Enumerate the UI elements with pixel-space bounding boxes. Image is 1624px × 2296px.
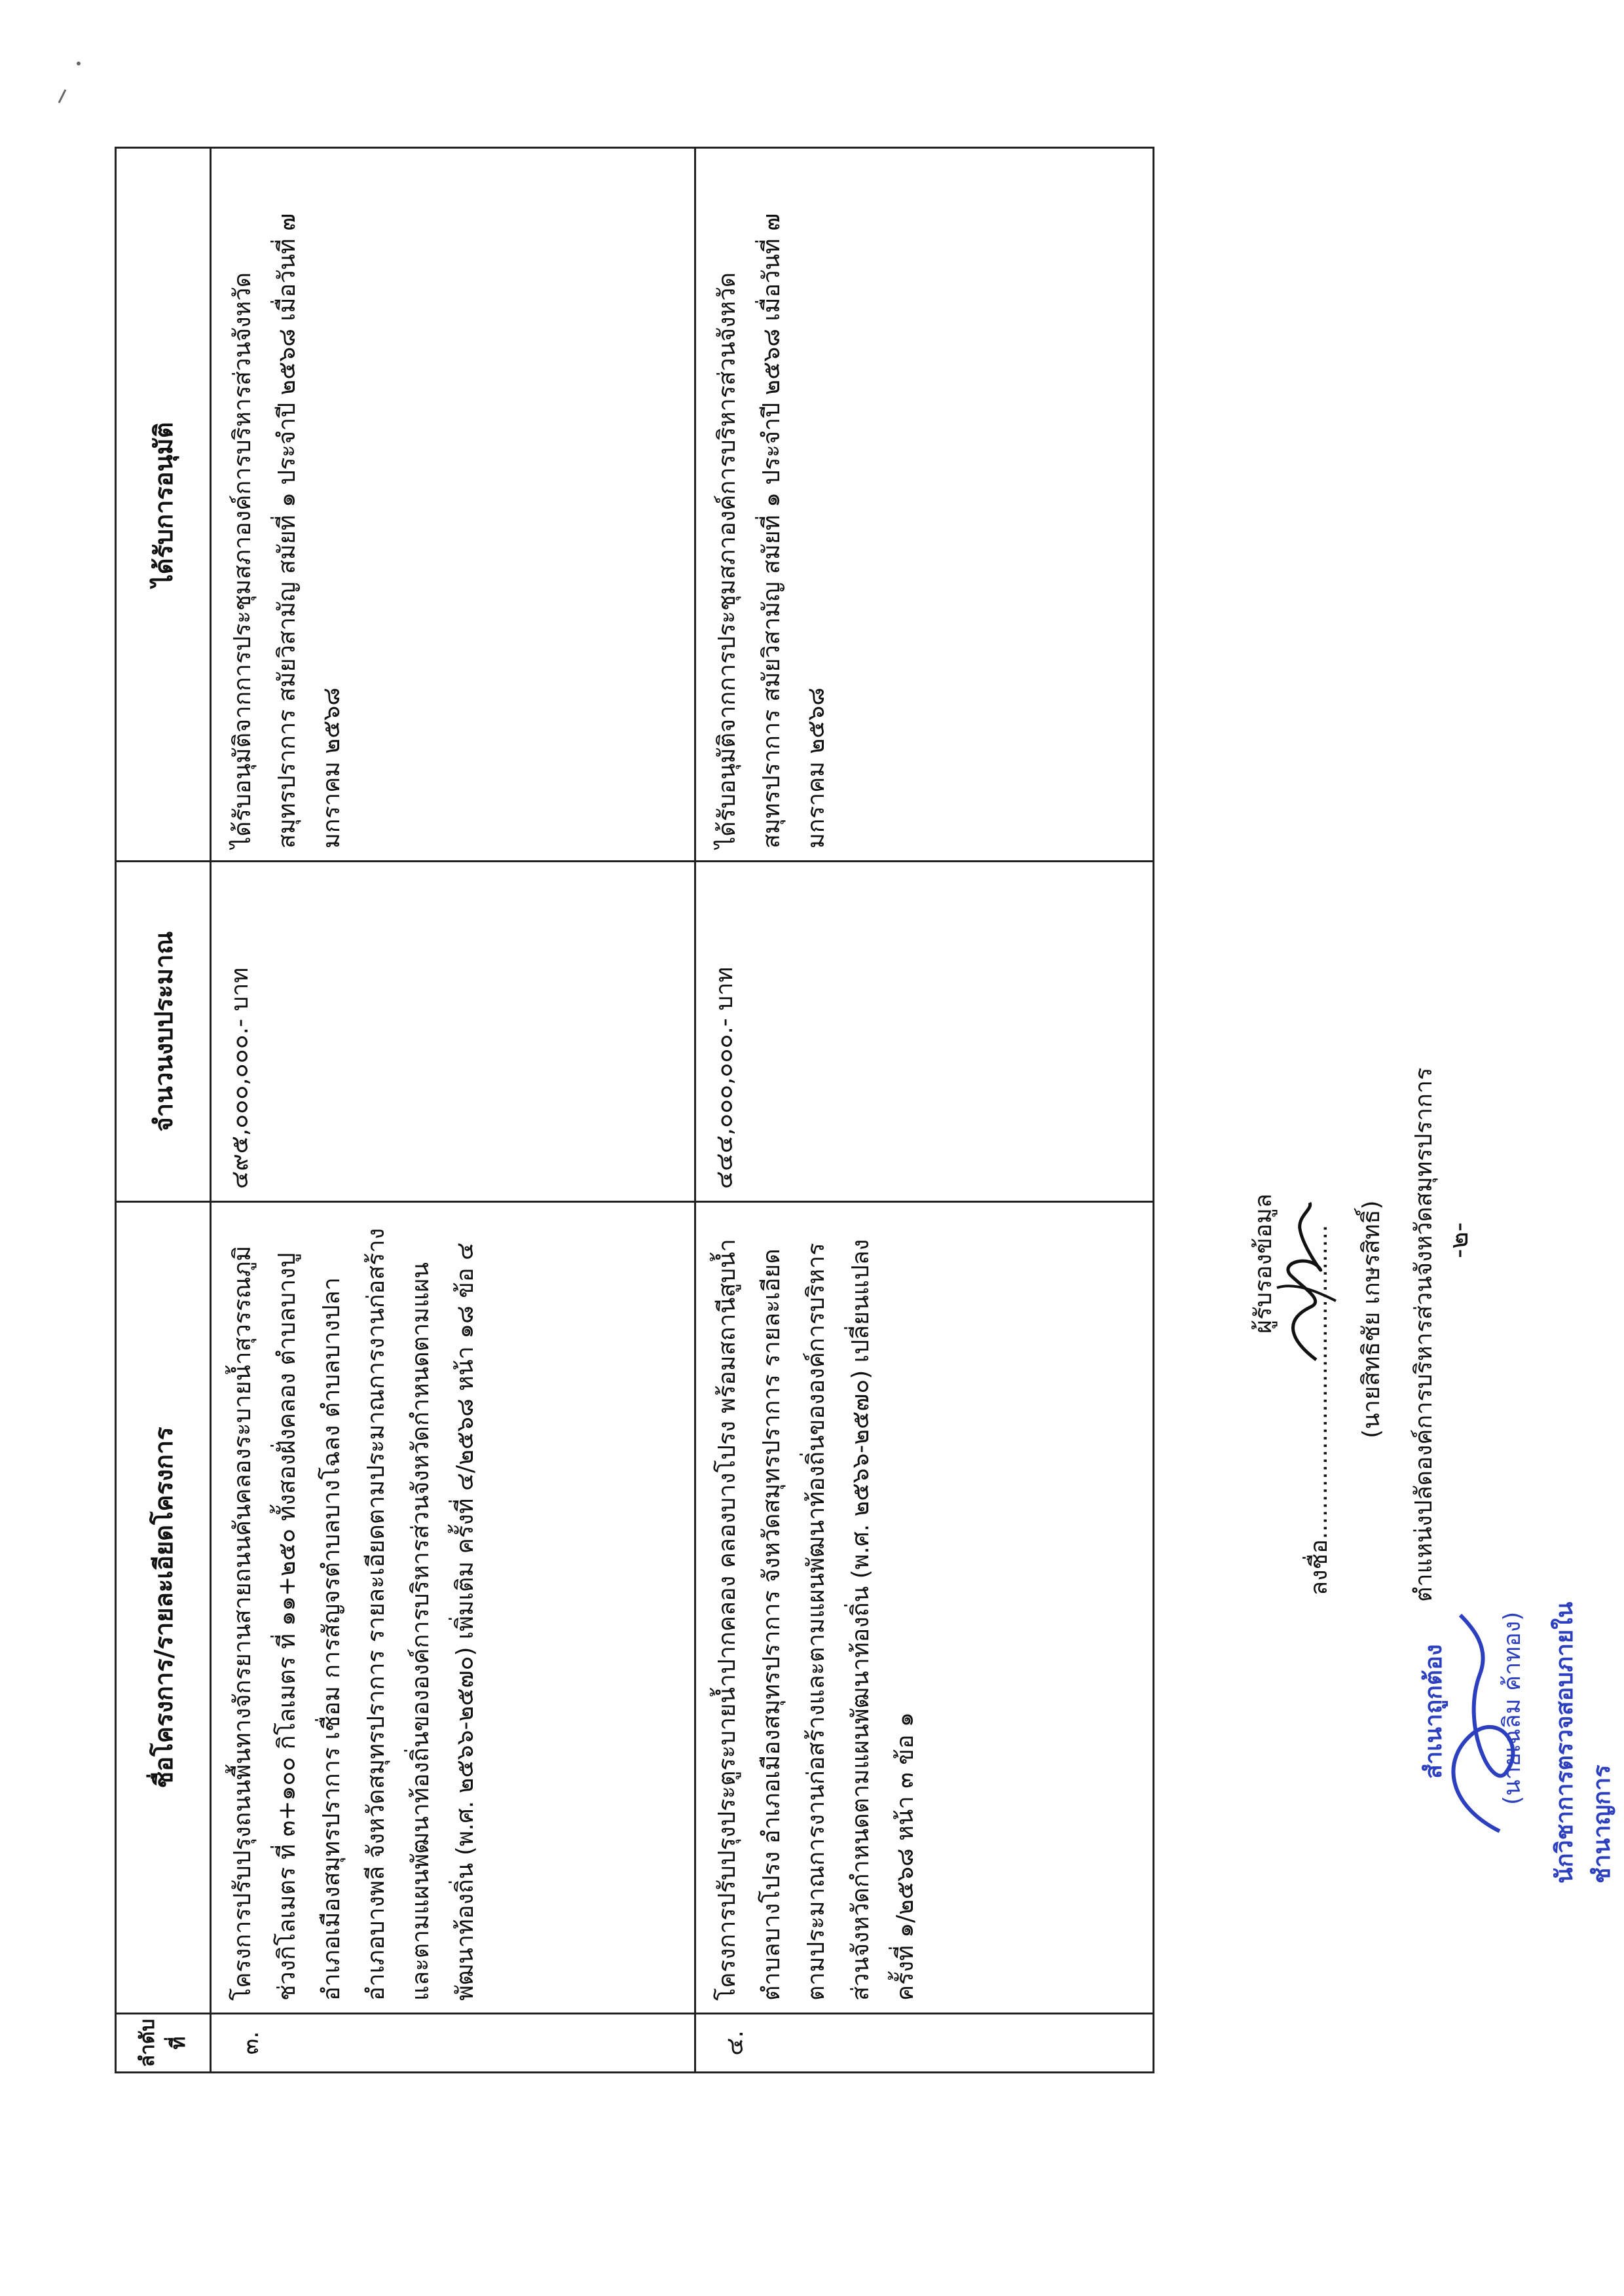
row-budget: ๔๔๔,๐๐๐,๐๐๐.- บาท [695, 862, 1154, 1202]
sign-dots: .......................................... [1306, 1224, 1333, 1540]
row-project-name: โครงการปรับปรุงถนนพื้นทางจักรยานสายถนนคันคลองระบายน้ำสุวรรณภูมิ ช่วงกิโลเมตร ที่ ๓+๑๐๐ กิโลเมตร ที่ ๑๑+๒๕๐ ทั้งสองฝั่งคลอง ตำบลบางปู อำเภอเมืองสมุทรปราการ เชื่อม การสัญจรตำบลบางโฉลง ตำบลบางปลา อำเภอบางพลี จังหวัดสมุทรปราการ รายละเอียดตามประมาณการงานก่อสร้าง และตามแผนพัฒนาท้องถิ่นขององค์การบริหารส่วนจังหวัดกำหนดตามแผนพัฒนาท้องถิ่น (พ.ศ. ๒๕๖๖-๒๕๗๐) เพิ่มเติม ครั้งที่ ๔/๒๕๖๘ หน้า ๑๘ ข้อ ๔ [211, 1202, 695, 2014]
row-project-name: โครงการปรับปรุงประตูระบายน้ำปากคลอง คลองบางโปรง พร้อมสถานีสูบน้ำ ตำบลบางโปรง อำเภอเมืองสมุทรปราการ จังหวัดสมุทรปราการ รายละเอียดตามประมาณการงานก่อสร้างและตามแผนพัฒนาท้องถิ่นขององค์การบริหารส่วนจังหวัดกำหนดตามแผนพัฒนาท้องถิ่น (พ.ศ. ๒๕๖๖-๒๕๗๐) เปลี่ยนแปลง ครั้งที่ ๑/๒๕๖๘ หน้า ๓ ข้อ ๑ [695, 1202, 1154, 2014]
row-budget: ๔๙๕,๐๐๐,๐๐๐.- บาท [211, 862, 695, 1202]
stamp-text-certified: สำเนาถูกต้อง [1420, 1644, 1447, 1779]
sign-label: ลงชื่อ [1306, 1539, 1333, 1595]
certifier-position: ตำแหน่งปลัดองค์การบริหารส่วนจังหวัดสมุทรปราการ [1411, 1067, 1437, 1602]
scan-marks [52, 31, 105, 109]
certified-copy-stamp [1414, 1530, 1615, 2119]
header-seq: ลำดับที่ [116, 2014, 211, 2073]
table-row [695, 148, 1154, 2073]
row-seq: ๓. [211, 2014, 695, 2073]
certifier-label: ผู้รับรองข้อมูล [1250, 1194, 1277, 1334]
row-seq: ๔. [695, 2014, 1154, 2073]
header-project-name: ชื่อโครงการ/รายละเอียดโครงการ [116, 1202, 211, 2014]
table-row [211, 148, 695, 2073]
page-number: -๒- [1444, 1222, 1474, 1258]
stamp-text-position: นักวิชาการตรวจสอบภายในชำนาญการ [1551, 1601, 1615, 1884]
stamp-text-name: (นายเฉลิม ค้าทอง) [1499, 1611, 1526, 1805]
certifier-signature [1264, 1196, 1342, 1366]
row-approval: ได้รับอนุมัติจากการประชุมสภาองค์การบริหารส่วนจังหวัดสมุทรปราการ สมัยวิสามัญ สมัยที่ ๑ ประจำปี ๒๕๖๘ เมื่อวันที่ ๗ มกราคม ๒๕๖๘ [695, 148, 1154, 862]
header-budget: จำนวนงบประมาณ [116, 862, 211, 1202]
header-approval: ได้รับการอนุมัติ [116, 148, 211, 862]
project-table [115, 147, 1154, 2073]
table-header-row [116, 148, 211, 2073]
certifier-name: (นายสิทธิชัย เกษรสิทธิ์) [1358, 1200, 1385, 1438]
row-approval: ได้รับอนุมัติจากการประชุมสภาองค์การบริหารส่วนจังหวัดสมุทรปราการ สมัยวิสามัญ สมัยที่ ๑ ประจำปี ๒๕๖๘ เมื่อวันที่ ๗ มกราคม ๒๕๖๘ [211, 148, 695, 862]
